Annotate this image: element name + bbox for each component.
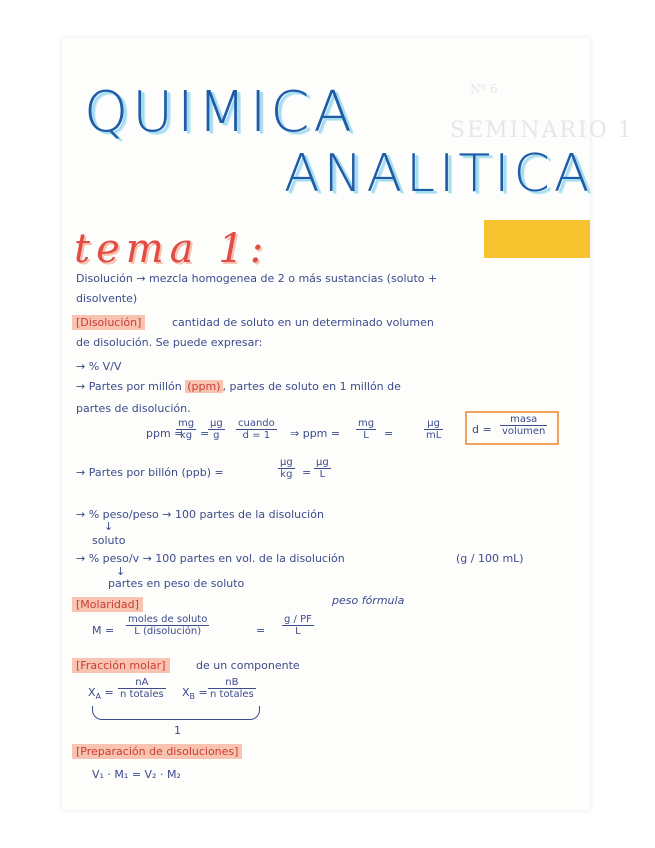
item-peso-vol: → % peso/v → 100 partes en vol. de la disolución (76, 552, 345, 565)
xb-sub: B (189, 692, 196, 702)
xa-sub: A (95, 692, 102, 702)
molaridad-frac-1-den: L (disolución) (134, 626, 202, 637)
ppm-frac-1 (176, 418, 196, 441)
title-line-1: QUIMICA (84, 80, 356, 145)
item-ppm-cont: partes de disolución. (76, 402, 191, 415)
ppm-frac-1-num: mg (178, 418, 195, 429)
molaridad-frac-2-den: L (295, 626, 301, 637)
concentration-text-2: de disolución. Se puede expresar: (76, 336, 263, 349)
disolucion-definition-2: disolvente) (76, 292, 138, 305)
concentration-text-1: cantidad de soluto en un determinado volumen (172, 316, 434, 329)
ppb-eq: = (302, 466, 312, 479)
molaridad-frac-2-num: g / PF (284, 614, 312, 625)
ghost-seminario: SEMINARIO 1 (450, 118, 634, 143)
fraccion-text: de un componente (196, 659, 300, 672)
xb-den: n totales (210, 689, 254, 700)
ppm-frac-3 (236, 418, 277, 441)
sum-value: 1 (174, 724, 181, 737)
molaridad-label: [Molaridad] (72, 597, 143, 612)
xb-symbol (182, 686, 208, 701)
ppm-frac-4-den: L (363, 430, 369, 441)
ppm-eq-2: = (384, 427, 394, 440)
density-den: volumen (502, 426, 546, 437)
ppm-eq-1: = (200, 427, 210, 440)
density-lhs: d = (472, 423, 492, 436)
peso-peso-sub: soluto (92, 534, 126, 547)
ppm-frac-3-num: cuando (238, 418, 275, 429)
item-ppm (76, 380, 401, 393)
ppm-frac-2 (208, 418, 225, 441)
xb-x: X (182, 686, 190, 699)
disolucion-definition-1: Disolución → mezcla homogenea de 2 o más sustancias (soluto + (76, 272, 438, 285)
ppm-frac-5-den: mL (426, 430, 442, 441)
ppm-implies: ⇒ ppm = (290, 427, 341, 440)
xb-num: nB (208, 677, 256, 689)
title-line-2: ANALITICA (284, 144, 594, 204)
molaridad-frac-2 (282, 614, 314, 637)
molaridad-eq: = (256, 624, 266, 637)
dilution-formula: V₁ · M₁ = V₂ · M₂ (92, 768, 181, 781)
ppm-frac-5-num: μg (424, 418, 443, 430)
peso-vol-sub: partes en peso de soluto (108, 577, 245, 590)
ppm-frac-3-den: d = 1 (242, 430, 271, 441)
ppm-frac-4 (356, 418, 376, 441)
xa-eq: = (104, 686, 114, 699)
ppm-text-b: , partes de soluto en 1 millón de (222, 380, 401, 393)
concentration-label: [Disolución] (72, 315, 145, 330)
ppb-frac-2-den: L (319, 469, 326, 480)
ppm-lhs: ppm = (146, 427, 184, 440)
ppm-frac-5 (424, 418, 443, 441)
molaridad-annotation: peso fórmula (332, 594, 405, 607)
xb-frac (208, 677, 256, 700)
section-heading: tema 1: (74, 226, 270, 272)
preparacion-label: [Preparación de disoluciones] (72, 744, 242, 759)
item-ppb: → Partes por billón (ppb) = (76, 466, 224, 479)
molaridad-frac-1-num: moles de soluto (128, 614, 208, 625)
ppb-frac-1-den: kg (280, 469, 293, 480)
item-peso-peso: → % peso/peso → 100 partes de la disolución (76, 508, 324, 521)
ppb-frac-2 (314, 457, 331, 480)
ppb-frac-2-num: μg (316, 457, 329, 468)
xa-x: X (88, 686, 96, 699)
fraccion-label: [Fracción molar] (72, 658, 170, 673)
ghost-number: Nº 6 (470, 82, 498, 96)
xb-eq: = (198, 686, 208, 699)
xa-num: nA (118, 677, 166, 689)
xa-den: n totales (120, 689, 164, 700)
ppm-frac-2-den: g (213, 430, 220, 441)
item-vv: → % V/V (76, 360, 122, 373)
xa-symbol (88, 686, 114, 701)
ppm-frac-4-num: mg (358, 418, 375, 429)
molaridad-frac-1 (126, 614, 209, 637)
yellow-sticky-tab (484, 220, 590, 258)
ppb-frac-1 (278, 457, 295, 480)
ppb-frac-1-num: μg (280, 457, 293, 468)
ppm-highlight: (ppm) (187, 380, 221, 393)
density-frac (500, 414, 547, 437)
ppm-text-a: → Partes por millón (76, 380, 182, 393)
density-num: masa (500, 414, 547, 426)
peso-peso-arrow: ↓ (104, 520, 114, 533)
peso-vol-arrow: ↓ (116, 565, 126, 578)
sum-brace (92, 706, 260, 720)
ppm-frac-2-num: μg (210, 418, 223, 429)
xa-frac (118, 677, 166, 700)
ppm-frac-1-den: kg (179, 430, 193, 441)
molaridad-lhs: M = (92, 624, 115, 637)
peso-vol-units: (g / 100 mL) (456, 552, 524, 565)
